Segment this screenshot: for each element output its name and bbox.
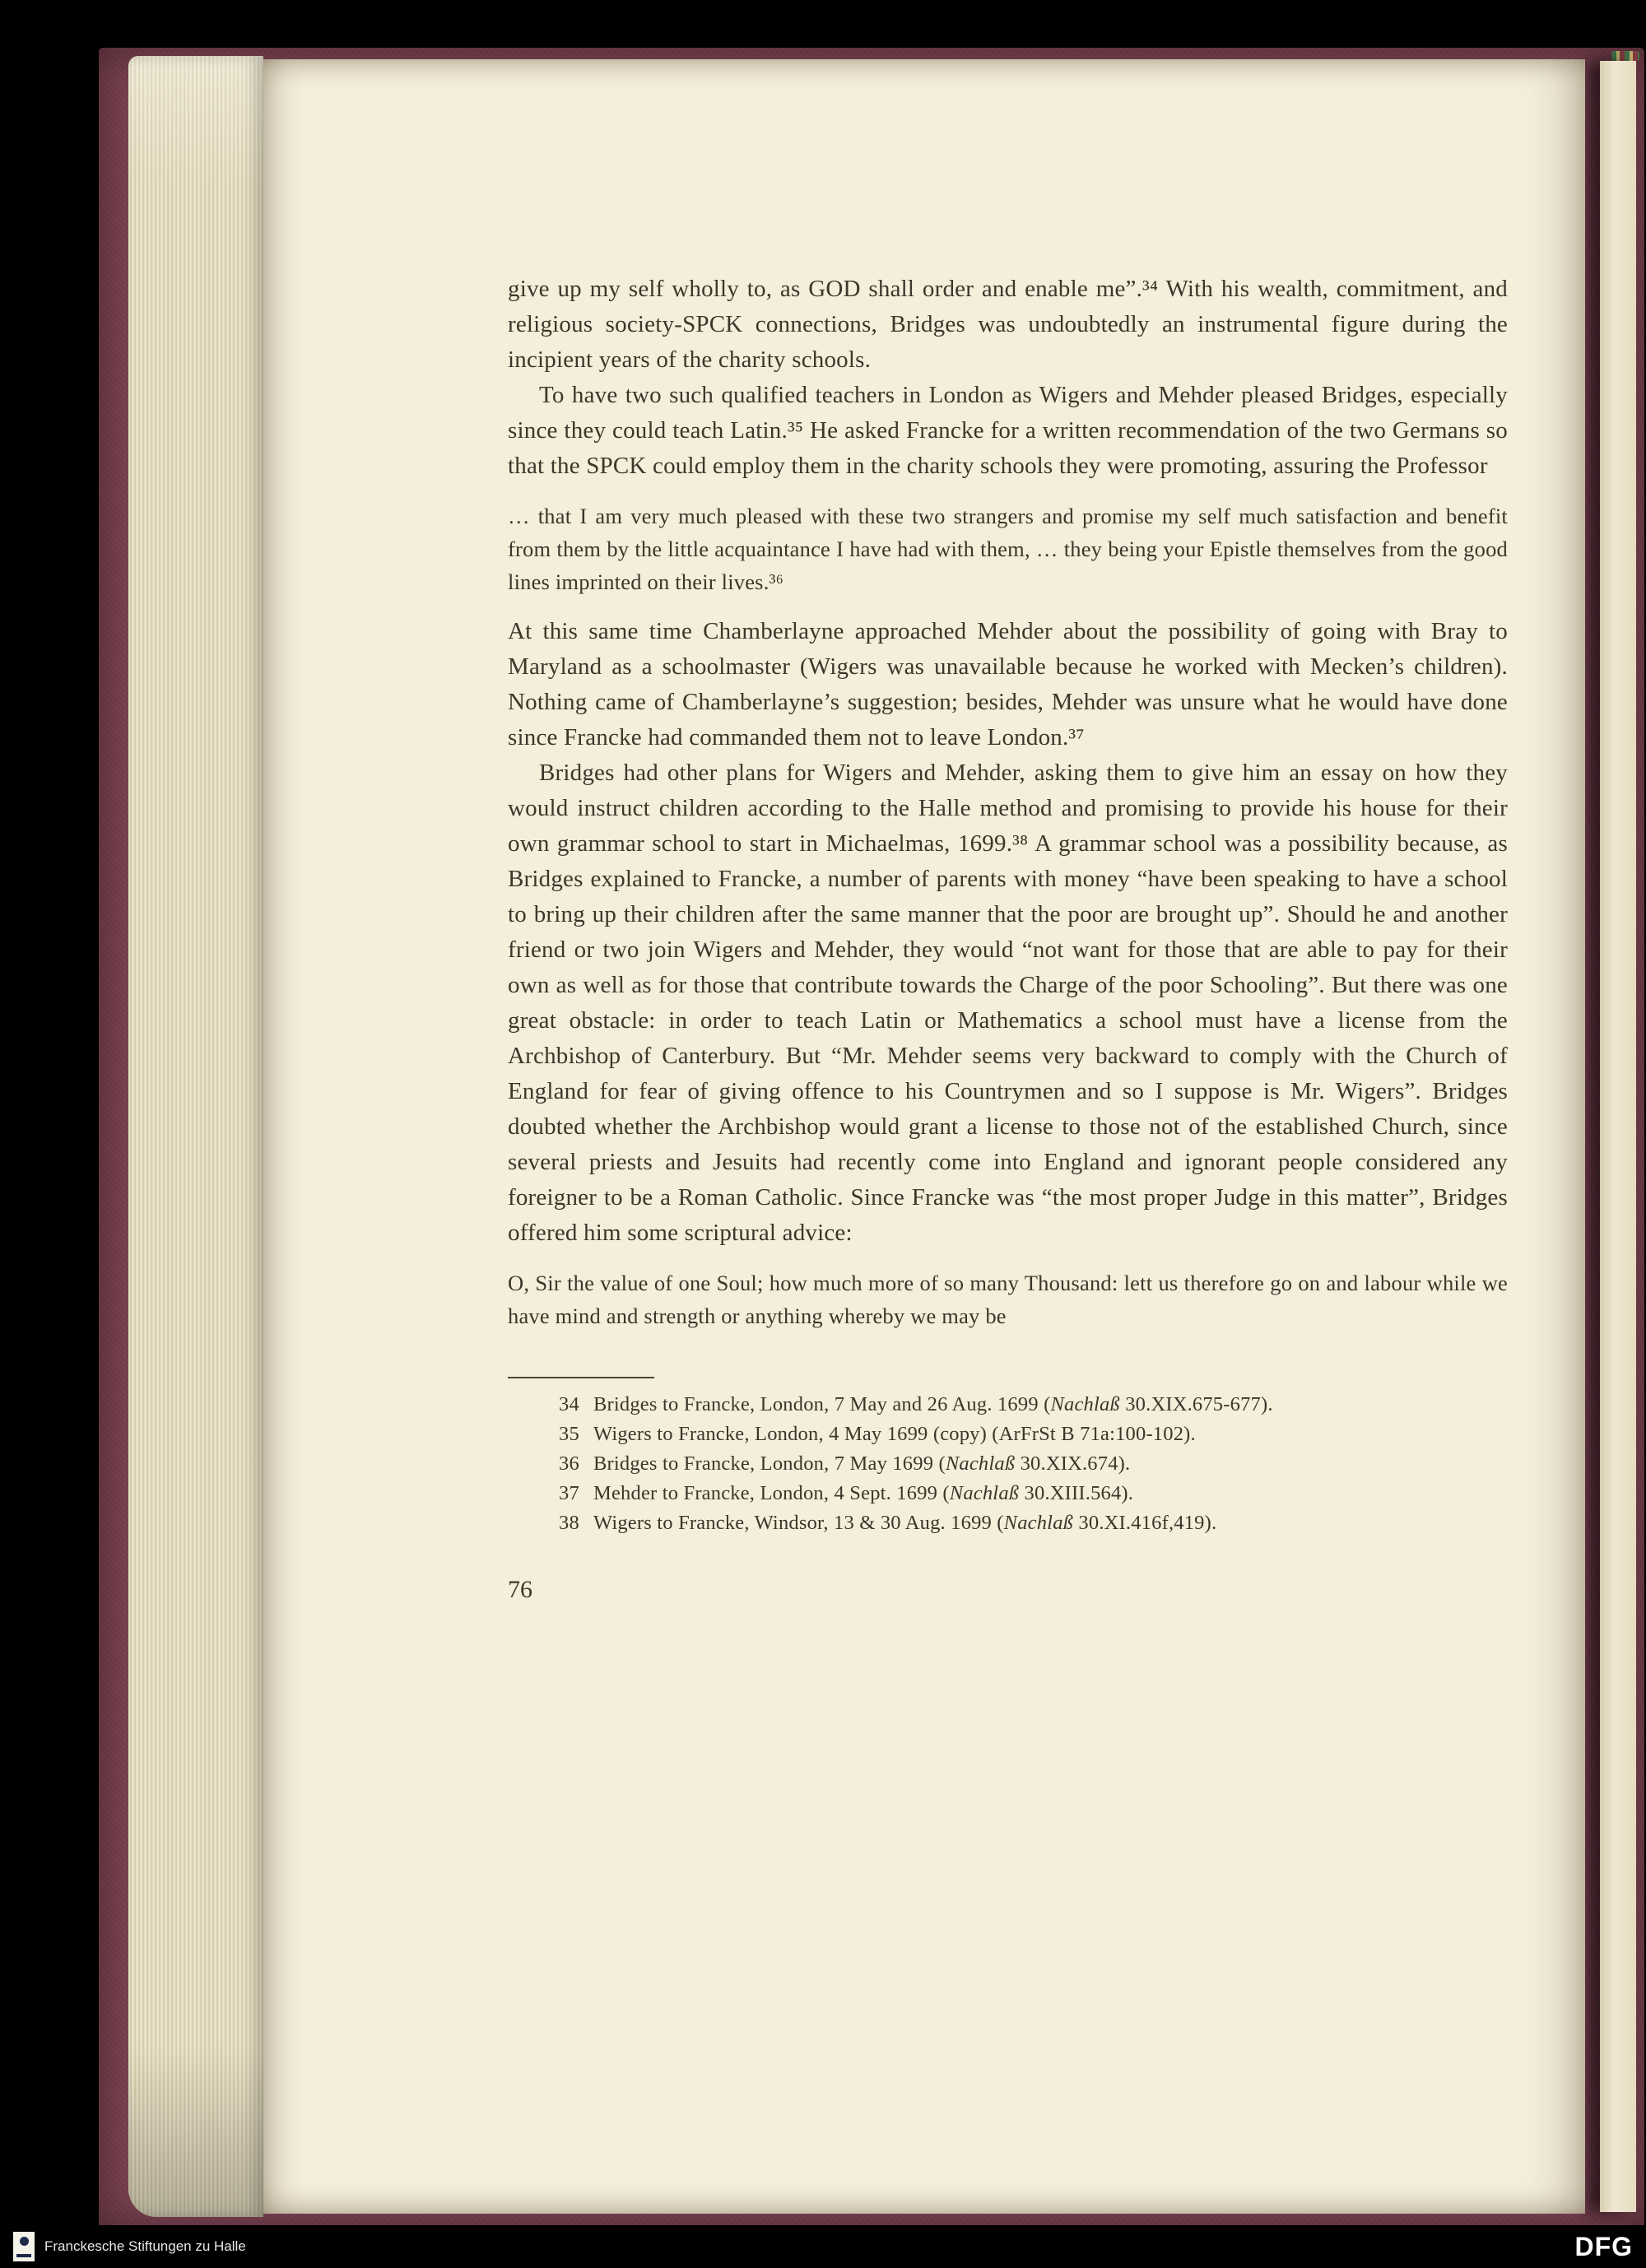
headband-decoration [1611,51,1639,61]
footnote-rule [508,1377,654,1378]
footnote-text [593,1390,1508,1420]
footnote [508,1420,1508,1449]
franckesche-stiftungen-logo-icon [13,2232,35,2261]
footnote-italic: Nachlaß [1003,1512,1074,1534]
footnote-number: 36 [559,1452,579,1475]
footer-library-branding [13,2232,246,2261]
paragraph: give up my self wholly to, as GOD shall order and enable me”.³⁴ With his wealth, commitment, and religious society-SPCK connections, Bridges was undoubtedly an instrumental figure during the incipient years of the charity schools. [508,276,1508,373]
footnote-number: 35 [559,1423,579,1445]
page-number: 76 [508,1576,532,1603]
footnote-text [593,1508,1508,1538]
book-page [263,59,1585,2214]
footnote-text-part: 30.XIX.674). [1015,1452,1131,1475]
footnote-text-part: Bridges to Francke, London, 7 May 1699 ( [593,1452,946,1475]
footnote [508,1390,1508,1420]
footnote-text [593,1420,1508,1449]
footnote [508,1479,1508,1508]
footnote-text [593,1449,1508,1479]
footnote-number: 34 [559,1393,579,1415]
dfg-logo: DFG [1574,2231,1633,2261]
paragraph: At this same time Chamberlayne approached Mehder about the possibility of going with Bray to Maryland as a schoolmaster (Wigers was unavailable because he worked with Mecken’s children). Nothing came of Chamberlayne’s suggestion; besides, Mehder was unsure what he would have done since Francke had commanded them not to leave London.³⁷ [508,618,1508,751]
footnote [508,1449,1508,1479]
paragraph: Bridges had other plans for Wigers and Mehder, asking them to give him an essay on how they would instruct children according to the Halle method and promising to provide his house for their own grammar school to start in Michaelmas, 1699.³⁸ A grammar school was a possibility because, as Bridges explained to Francke, a number of parents with money “have been speaking to have a school to bring up their children after the same manner that the poor are brought up”. Should he and another friend or two join Wigers and Mehder, they would “not want for those that are able to pay for their own as well as for those that contribute towards the Charge of the poor Schooling”. But there was one great obstacle: in order to teach Latin or Mathematics a school must have a license from the Archbishop of Canterbury. But “Mr. Mehder seems very backward to comply with the Church of England for fear of giving offence to his Countrymen and so I suppose is Mr. Wigers”. Bridges doubted whether the Archbishop would grant a license to those not of the established Church, since several priests and Jesuits had recently come into England and ignorant people considered any foreigner to be a Roman Catholic. Since Francke was “the most proper Judge in this matter”, Bridges offered him some scriptural advice: [508,760,1508,1246]
footnote-text-part: 30.XI.416f,419). [1073,1512,1217,1534]
footnote-text-part: 30.XIX.675-677). [1119,1393,1273,1415]
footnote-italic: Nachlaß [1050,1393,1120,1415]
footnote-number: 38 [559,1512,579,1534]
footnote-text [593,1479,1508,1508]
footnote [508,1508,1508,1538]
block-quote: … that I am very much pleased with these two strangers and promise my self much satisfaction and benefit from them by the little acquaintance I have had with them, … they being your Epistle themselves from the good lines imprinted on their lives.³⁶ [508,504,1508,594]
footnote-text-part: Bridges to Francke, London, 7 May and 26 Aug. 1699 ( [593,1393,1051,1415]
block-quote: O, Sir the value of one Soul; how much more of so many Thousand: lett us therefore go on and labour while we have mind and strength or anything whereby we may be [508,1271,1508,1328]
book [99,48,1644,2228]
footnote-text-part: Wigers to Francke, London, 4 May 1699 (copy) (ArFrSt B 71a:100-102). [593,1423,1196,1445]
footnote-italic: Nachlaß [949,1482,1020,1504]
library-name: Franckesche Stiftungen zu Halle [44,2238,246,2254]
footnote-text-part: Mehder to Francke, London, 4 Sept. 1699 ( [593,1482,950,1504]
footnote-text-part: 30.XIII.564). [1019,1482,1134,1504]
page-edges [128,56,263,2217]
footnotes [508,1390,1508,1538]
viewer-footer [0,2225,1646,2268]
footnote-number: 37 [559,1482,579,1504]
paragraph: To have two such qualified teachers in London as Wigers and Mehder pleased Bridges, especially since they could teach Latin.³⁵ He asked Francke for a written recommendation of the two Germans so that the SPCK could employ them in the charity schools they were promoting, assuring the Professor [508,382,1508,479]
footnote-text-part: Wigers to Francke, Windsor, 13 & 30 Aug. 1699 ( [593,1512,1004,1534]
facing-page-edge [1600,61,1636,2212]
footnote-italic: Nachlaß [945,1452,1016,1475]
